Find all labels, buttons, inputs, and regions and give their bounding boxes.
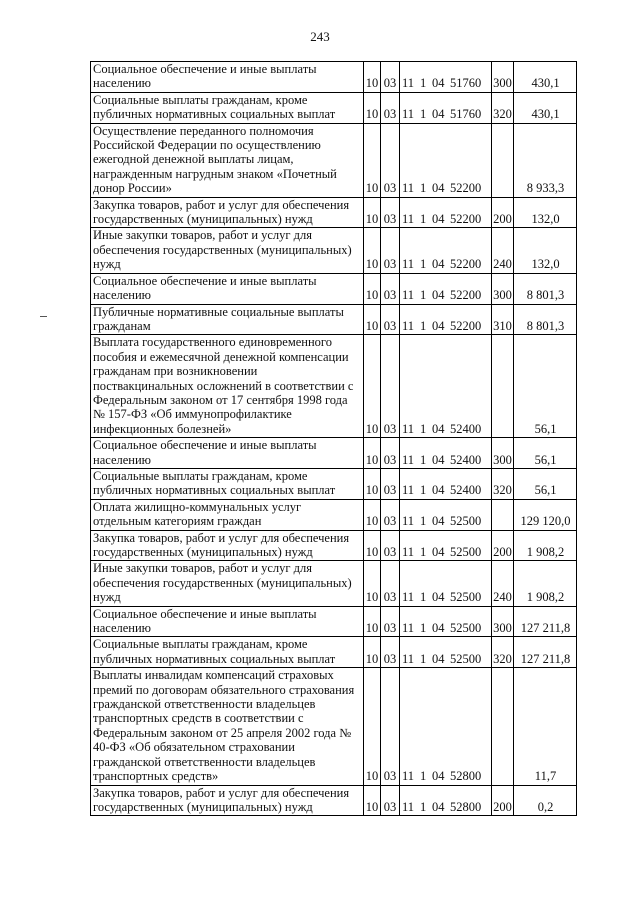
section-code-cell: 10 [364, 637, 381, 668]
target-article-part: 11 [402, 421, 415, 436]
table-row [91, 785, 577, 816]
subsection-code-cell: 03 [381, 62, 400, 93]
section-code-cell: 10 [364, 197, 381, 228]
table-row [91, 606, 577, 637]
subsection-code-cell: 03 [381, 468, 400, 499]
target-article-part: 11 [402, 621, 415, 636]
subsection-code-cell: 03 [381, 530, 400, 561]
subsection-code-cell: 03 [381, 438, 400, 469]
amount-cell: 1 908,2 [514, 561, 577, 606]
table-row [91, 530, 577, 561]
target-article-part: 04 [432, 288, 445, 303]
expense-name-cell: Выплаты инвалидам компенсаций страховых премий по договорам обязательного страхования гражданской ответственности владельцев транспортных средств в соответствии с Федеральным законом от 25 апреля 2002 года № 40-ФЗ «Об обязательном страховании гражданской ответственности владельцев транспортных средств» [91, 668, 364, 785]
target-article-part: 51760 [450, 76, 482, 91]
subsection-code-cell: 03 [381, 785, 400, 816]
target-article-cell [400, 228, 492, 273]
target-article-part: 1 [420, 545, 427, 559]
target-article-part: 04 [432, 318, 445, 333]
expense-type-cell: 320 [492, 92, 514, 123]
target-article-cell [400, 637, 492, 668]
subsection-code-cell: 03 [381, 606, 400, 637]
section-code-cell: 10 [364, 438, 381, 469]
target-article-part: 1 [420, 514, 427, 529]
table-row [91, 561, 577, 606]
amount-cell: 8 933,3 [514, 123, 577, 197]
target-article-part: 04 [432, 545, 445, 559]
target-article-part: 52400 [450, 452, 482, 467]
table-row [91, 468, 577, 499]
table-row [91, 228, 577, 273]
target-article-part: 04 [432, 769, 445, 784]
target-article-part: 04 [432, 483, 445, 498]
expense-type-cell: 240 [492, 561, 514, 606]
target-article-part: 52800 [450, 769, 482, 784]
target-article-part: 52200 [450, 212, 482, 227]
section-code-cell: 10 [364, 561, 381, 606]
section-code-cell: 10 [364, 92, 381, 123]
target-article-cell [400, 561, 492, 606]
target-article-cell [400, 499, 492, 530]
expense-type-cell: 240 [492, 228, 514, 273]
expense-name-cell: Публичные нормативные социальные выплаты гражданам [91, 304, 364, 335]
expense-name-cell: Оплата жилищно-коммунальных услуг отдельным категориям граждан [91, 499, 364, 530]
subsection-code-cell: 03 [381, 335, 400, 438]
target-article-part: 52800 [450, 799, 482, 814]
table-row [91, 668, 577, 785]
expense-type-cell [492, 668, 514, 785]
section-code-cell: 10 [364, 668, 381, 785]
target-article-part: 52200 [450, 288, 482, 303]
table-row [91, 637, 577, 668]
target-article-part: 1 [420, 288, 427, 303]
target-article-cell [400, 530, 492, 561]
target-article-part: 1 [420, 651, 427, 666]
expense-type-cell: 200 [492, 197, 514, 228]
amount-cell: 127 211,8 [514, 637, 577, 668]
target-article-part: 11 [402, 590, 415, 605]
amount-cell: 430,1 [514, 92, 577, 123]
table-row [91, 335, 577, 438]
amount-cell: 1 908,2 [514, 530, 577, 561]
expense-name-cell: Социальное обеспечение и иные выплаты населению [91, 606, 364, 637]
expense-name-cell: Иные закупки товаров, работ и услуг для обеспечения государственных (муниципальных) нужд [91, 561, 364, 606]
target-article-part: 11 [402, 514, 415, 529]
subsection-code-cell: 03 [381, 273, 400, 304]
target-article-part: 11 [402, 452, 415, 467]
amount-cell: 0,2 [514, 785, 577, 816]
table-row [91, 273, 577, 304]
expense-name-cell: Иные закупки товаров, работ и услуг для обеспечения государственных (муниципальных) нужд [91, 228, 364, 273]
section-code-cell: 10 [364, 606, 381, 637]
target-article-part: 11 [402, 76, 415, 91]
target-article-part: 52200 [450, 318, 482, 333]
section-code-cell: 10 [364, 468, 381, 499]
target-article-part: 11 [402, 181, 415, 196]
target-article-part: 1 [420, 769, 427, 784]
target-article-part: 11 [402, 483, 415, 498]
target-article-part: 11 [402, 318, 415, 333]
target-article-part: 11 [402, 769, 415, 784]
target-article-part: 11 [402, 545, 415, 559]
target-article-part: 1 [420, 107, 427, 122]
target-article-part: 1 [420, 421, 427, 436]
amount-cell: 430,1 [514, 62, 577, 93]
expense-name-cell: Закупка товаров, работ и услуг для обеспечения государственных (муниципальных) нужд [91, 197, 364, 228]
target-article-part: 04 [432, 421, 445, 436]
target-article-cell [400, 785, 492, 816]
target-article-part: 11 [402, 799, 415, 814]
expense-type-cell: 300 [492, 438, 514, 469]
target-article-part: 04 [432, 76, 445, 91]
table-row [91, 499, 577, 530]
target-article-part: 04 [432, 651, 445, 666]
table-row [91, 438, 577, 469]
section-code-cell: 10 [364, 273, 381, 304]
target-article-cell [400, 468, 492, 499]
expense-name-cell: Осуществление переданного полномочия Российской Федерации по осуществлению ежегодной денежной выплаты лицам, награжденным нагрудным знаком «Почетный донор России» [91, 123, 364, 197]
expense-name-cell: Социальные выплаты гражданам, кроме публичных нормативных социальных выплат [91, 92, 364, 123]
target-article-part: 1 [420, 212, 427, 227]
expense-name-cell: Социальное обеспечение и иные выплаты населению [91, 62, 364, 93]
expense-type-cell [492, 499, 514, 530]
target-article-part: 52400 [450, 421, 482, 436]
target-article-part: 1 [420, 452, 427, 467]
target-article-part: 52400 [450, 483, 482, 498]
target-article-part: 51760 [450, 107, 482, 122]
target-article-cell [400, 92, 492, 123]
subsection-code-cell: 03 [381, 197, 400, 228]
target-article-cell [400, 668, 492, 785]
target-article-part: 1 [420, 76, 427, 91]
section-code-cell: 10 [364, 785, 381, 816]
amount-cell: 56,1 [514, 468, 577, 499]
target-article-part: 52500 [450, 621, 482, 636]
target-article-part: 11 [402, 107, 415, 122]
target-article-part: 1 [420, 483, 427, 498]
subsection-code-cell: 03 [381, 499, 400, 530]
section-code-cell: 10 [364, 335, 381, 438]
target-article-part: 52200 [450, 181, 482, 196]
expense-name-cell: Социальное обеспечение и иные выплаты населению [91, 273, 364, 304]
table-row [91, 197, 577, 228]
subsection-code-cell: 03 [381, 123, 400, 197]
subsection-code-cell: 03 [381, 304, 400, 335]
subsection-code-cell: 03 [381, 561, 400, 606]
budget-table [90, 61, 577, 816]
expense-type-cell: 200 [492, 785, 514, 816]
target-article-cell [400, 197, 492, 228]
target-article-part: 1 [420, 621, 427, 636]
target-article-part: 52500 [450, 514, 482, 529]
subsection-code-cell: 03 [381, 228, 400, 273]
expense-type-cell: 300 [492, 62, 514, 93]
target-article-part: 11 [402, 257, 415, 272]
target-article-part: 52200 [450, 257, 482, 272]
expense-type-cell: 320 [492, 637, 514, 668]
subsection-code-cell: 03 [381, 668, 400, 785]
expense-type-cell [492, 123, 514, 197]
target-article-part: 04 [432, 212, 445, 227]
expense-name-cell: Выплата государственного единовременного пособия и ежемесячной денежной компенсации гражданам при возникновении поствакцинальных осложнений в соответствии с Федеральным законом от 17 сентября 1998 года № 157-ФЗ «Об иммунопрофилактике инфекционных болезней» [91, 335, 364, 438]
target-article-cell [400, 335, 492, 438]
target-article-cell [400, 123, 492, 197]
amount-cell: 56,1 [514, 335, 577, 438]
section-code-cell: 10 [364, 530, 381, 561]
target-article-part: 11 [402, 651, 415, 666]
target-article-part: 1 [420, 318, 427, 333]
expense-name-cell: Закупка товаров, работ и услуг для обеспечения государственных (муниципальных) нужд [91, 530, 364, 561]
target-article-part: 1 [420, 799, 427, 814]
amount-cell: 129 120,0 [514, 499, 577, 530]
margin-mark [40, 316, 47, 317]
expense-type-cell: 200 [492, 530, 514, 561]
section-code-cell: 10 [364, 123, 381, 197]
table-row [91, 62, 577, 93]
target-article-cell [400, 438, 492, 469]
amount-cell: 132,0 [514, 228, 577, 273]
section-code-cell: 10 [364, 228, 381, 273]
target-article-part: 04 [432, 621, 445, 636]
amount-cell: 132,0 [514, 197, 577, 228]
expense-name-cell: Закупка товаров, работ и услуг для обеспечения государственных (муниципальных) нужд [91, 785, 364, 816]
expense-name-cell: Социальные выплаты гражданам, кроме публичных нормативных социальных выплат [91, 468, 364, 499]
budget-table-body [91, 62, 577, 816]
expense-name-cell: Социальные выплаты гражданам, кроме публичных нормативных социальных выплат [91, 637, 364, 668]
target-article-part: 04 [432, 514, 445, 529]
target-article-cell [400, 606, 492, 637]
target-article-part: 52500 [450, 651, 482, 666]
expense-type-cell: 320 [492, 468, 514, 499]
table-row [91, 123, 577, 197]
target-article-part: 52500 [450, 590, 482, 605]
target-article-cell [400, 273, 492, 304]
amount-cell: 8 801,3 [514, 304, 577, 335]
expense-type-cell [492, 335, 514, 438]
target-article-part: 1 [420, 590, 427, 605]
section-code-cell: 10 [364, 499, 381, 530]
expense-type-cell: 310 [492, 304, 514, 335]
target-article-part: 11 [402, 212, 415, 227]
target-article-part: 04 [432, 799, 445, 814]
target-article-part: 04 [432, 181, 445, 196]
table-row [91, 304, 577, 335]
amount-cell: 11,7 [514, 668, 577, 785]
section-code-cell: 10 [364, 62, 381, 93]
subsection-code-cell: 03 [381, 92, 400, 123]
target-article-cell [400, 304, 492, 335]
amount-cell: 56,1 [514, 438, 577, 469]
expense-type-cell: 300 [492, 606, 514, 637]
target-article-part: 04 [432, 107, 445, 122]
target-article-part: 52500 [450, 545, 482, 559]
page-number: 243 [310, 29, 330, 44]
amount-cell: 8 801,3 [514, 273, 577, 304]
target-article-part: 04 [432, 257, 445, 272]
expense-name-cell: Социальное обеспечение и иные выплаты населению [91, 438, 364, 469]
target-article-part: 04 [432, 590, 445, 605]
target-article-part: 1 [420, 181, 427, 196]
target-article-part: 1 [420, 257, 427, 272]
amount-cell: 127 211,8 [514, 606, 577, 637]
target-article-part: 11 [402, 288, 415, 303]
table-row [91, 92, 577, 123]
target-article-part: 04 [432, 452, 445, 467]
expense-type-cell: 300 [492, 273, 514, 304]
subsection-code-cell: 03 [381, 637, 400, 668]
section-code-cell: 10 [364, 304, 381, 335]
target-article-cell [400, 62, 492, 93]
